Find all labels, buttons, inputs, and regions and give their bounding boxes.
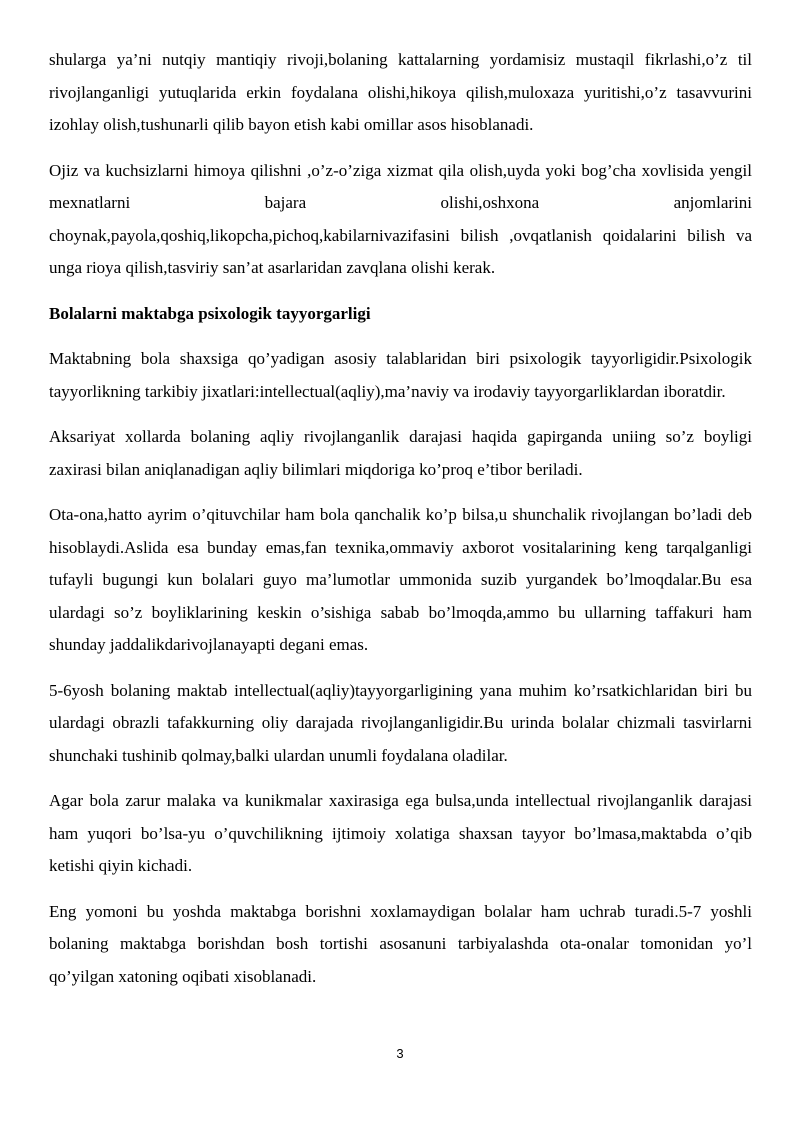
section-heading: Bolalarni maktabga psixologik tayyorgarligi — [49, 303, 371, 323]
paragraph-5: Ota-ona,hatto ayrim o’qituvchilar ham bola qanchalik ko’p bilsa,u shunchalik rivojlangan bo’ladi deb hisoblaydi.Aslida esa bunday emas,fan texnika,ommaviy axborot vositalarining keng tarqalganligi tufayli bugungi kun bolalari guyo ma’lumotlar ummonida suzib yurgandek bo’lmoqdalar.Bu esa ulardagi so’z boyliklarining keskin o’sishiga sabab bo’lmoqda,ammo bu ullarning taffakuri ham shunday jaddalikdarivojlanayapti degani emas. — [49, 505, 752, 654]
paragraph-6: 5-6yosh bolaning maktab intellectual(aqliy)tayyorgarligining yana muhim ko’rsatkichlaridan biri bu ulardagi obrazli tafakkurning oliy darajada rivojlanganligidir.Bu urinda bolalar chizmali tasvirlarni shunchaki tushinib qolmay,balki ulardan unumli foydalana oladilar. — [49, 680, 752, 765]
paragraph-4: Aksariyat xollarda bolaning aqliy rivojlanganlik darajasi haqida gapirganda uniing so’z boyligi zaxirasi bilan aniqlanadigan aqliy bilimlari miqdoriga ko’proq e’tibor beriladi. — [49, 427, 752, 479]
page-number: 3 — [396, 1046, 404, 1061]
document-page — [49, 44, 752, 1006]
paragraph-2: Ojiz va kuchsizlarni himoya qilishni ,o’z-o’ziga xizmat qila olish,uyda yoki bog’cha xovlisida yengil mexnatlarni bajara olishi,oshxona anjomlarini choynak,payola,qoshiq,likopcha,pichoq,kabilarnivazifasini bilish ,ovqatlanish qoidalarini bilish va unga rioya qilish,tasviriy san’at asarlaridan zavqlana olishi kerak. — [49, 160, 752, 277]
paragraph-3: Maktabning bola shaxsiga qo’yadigan asosiy talablaridan biri psixologik tayyorligidir.Psixologik tayyorlikning tarkibiy jixatlari:intellectual(aqliy),ma’naviy va irodaviy tayyorgarliklardan iboratdir. — [49, 349, 752, 401]
paragraph-7: Agar bola zarur malaka va kunikmalar xaxirasiga ega bulsa,unda intellectual rivojlanganlik darajasi ham yuqori bo’lsa-yu o’quvchilikning ijtimoiy xolatiga shaxsan tayyor bo’lmasa,maktabda o’qib ketishi qiyin kichadi. — [49, 791, 752, 875]
paragraph-1: shularga ya’ni nutqiy mantiqiy rivoji,bolaning kattalarning yordamisiz mustaqil fikrlashi,o’z til rivojlanganligi yutuqlarida erkin foydalana olishi,hikoya qilish,muloxaza yuritishi,o’z tasavvurini izohlay olish,tushunarli qilib bayon etish kabi omillar asos hisoblanadi. — [49, 50, 752, 134]
paragraph-8: Eng yomoni bu yoshda maktabga borishni xoxlamaydigan bolalar ham uchrab turadi.5-7 yoshli bolaning maktabga borishdan bosh tortishi asosanuni tarbiyalashda ota-onalar tomonidan yo’l qo’yilgan xatoning oqibati xisoblanadi. — [49, 901, 752, 986]
